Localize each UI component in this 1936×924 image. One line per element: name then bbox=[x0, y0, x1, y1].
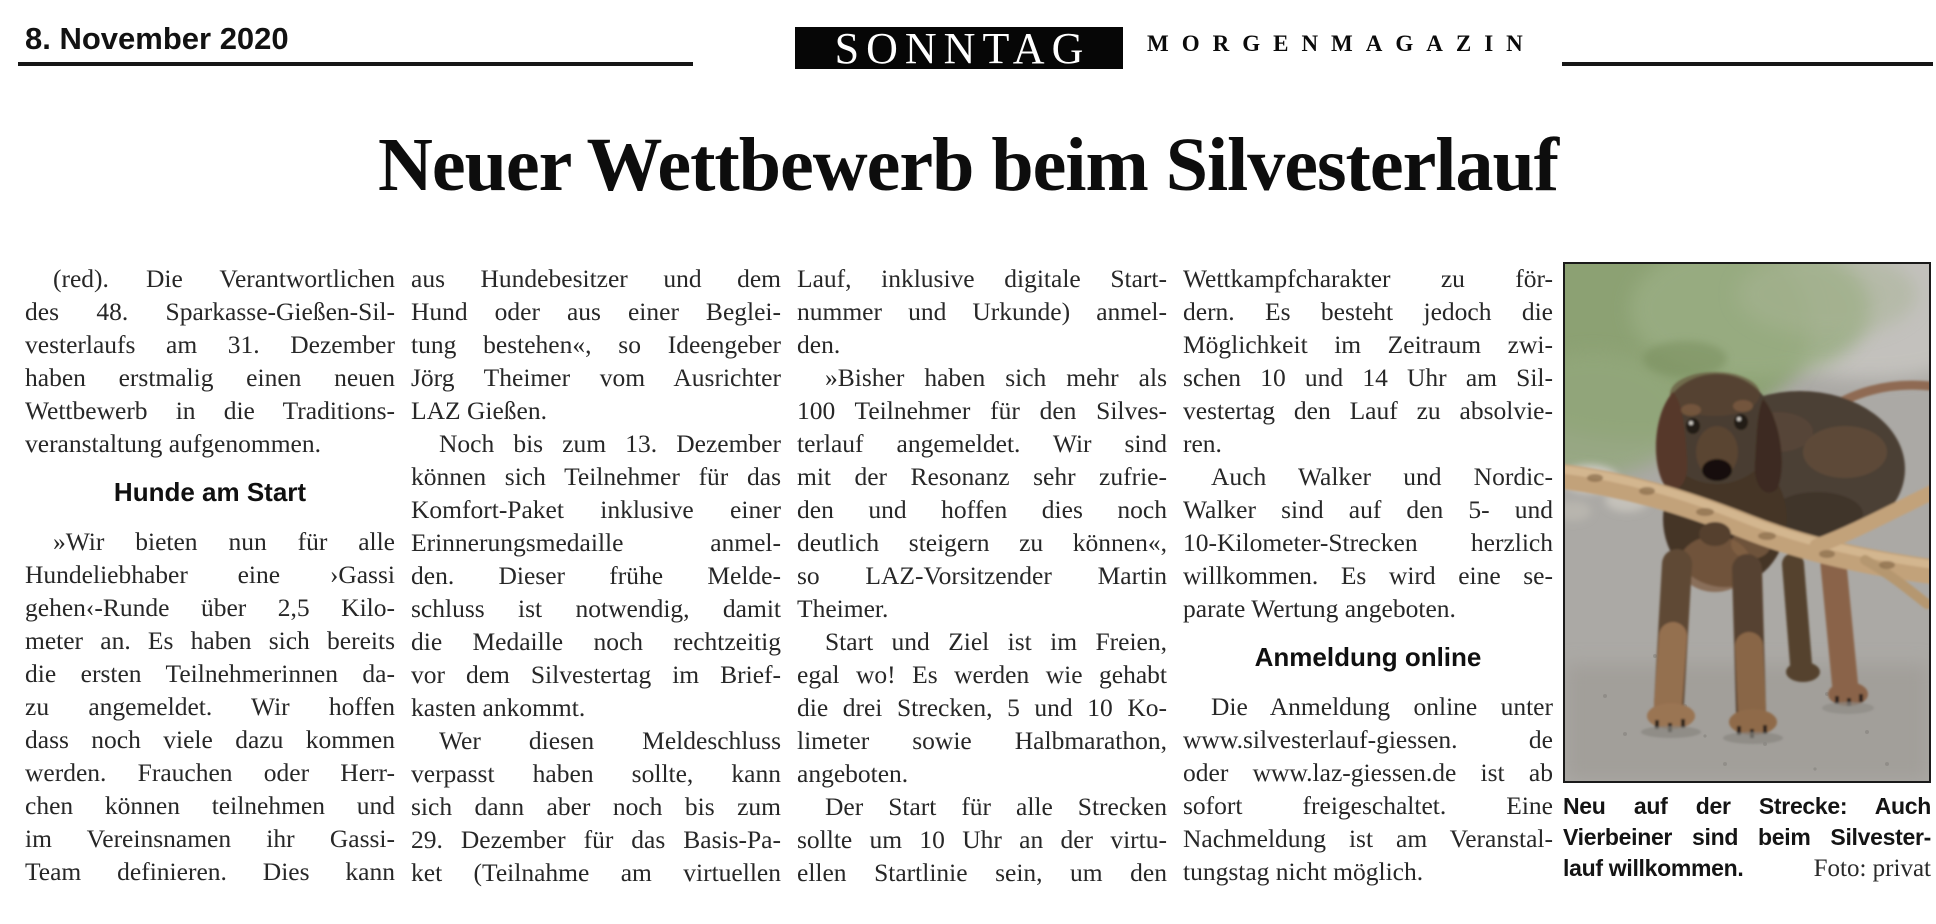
text-line: den und hoffen dies noch bbox=[797, 495, 1167, 524]
photo-caption bbox=[1563, 791, 1931, 884]
text-line: des 48. Sparkasse-Gießen-Sil- bbox=[25, 297, 395, 326]
text-line: vor dem Silvestertag im Brief- bbox=[411, 660, 781, 689]
text-line: Lauf, inklusive digitale Start- bbox=[797, 264, 1167, 293]
text-line: LAZ Gießen. bbox=[411, 396, 547, 425]
text-line: Der Start für alle Strecken bbox=[825, 792, 1167, 821]
text-line: terlauf angemeldet. Wir sind bbox=[797, 429, 1167, 458]
text-line: limeter sowie Halbmarathon, bbox=[797, 726, 1167, 755]
text-line: den. bbox=[797, 330, 841, 359]
text-line: können sich Teilnehmer für das bbox=[411, 462, 781, 491]
paragraph bbox=[1183, 262, 1553, 460]
masthead-sonntag: SONNTAG bbox=[795, 27, 1123, 69]
paragraph bbox=[797, 625, 1167, 790]
photo-credit: Foto: privat bbox=[1813, 855, 1931, 882]
text-column bbox=[25, 262, 395, 889]
paragraph bbox=[25, 262, 395, 460]
header-rule-right bbox=[1562, 62, 1933, 66]
text-line: 100 Teilnehmer für den Silves- bbox=[797, 396, 1167, 425]
text-line: parate Wertung angeboten. bbox=[1183, 594, 1456, 623]
text-line: Die Anmeldung online unter bbox=[1211, 692, 1553, 721]
text-line: Hundeliebhaber eine ›Gassi bbox=[25, 560, 395, 589]
caption-bold-end: lauf willkommen. bbox=[1563, 855, 1744, 881]
caption-line: Vierbeiner sind beim Silvester- bbox=[1563, 824, 1931, 850]
header-rule-left bbox=[18, 62, 693, 66]
paragraph bbox=[25, 525, 395, 888]
text-line: Wettkampfcharakter zu för- bbox=[1183, 264, 1553, 293]
article-columns bbox=[25, 262, 1555, 889]
section-subhead: Anmeldung online bbox=[1254, 642, 1482, 672]
text-line: tungstag nicht möglich. bbox=[1183, 857, 1424, 886]
text-line: ren. bbox=[1183, 429, 1222, 458]
text-line: (red). Die Verantwortlichen bbox=[53, 264, 395, 293]
text-line: den. Dieser frühe Melde- bbox=[411, 561, 781, 590]
text-line: meter an. Es haben sich bereits bbox=[25, 626, 395, 655]
caption-line bbox=[1563, 853, 1931, 884]
paragraph bbox=[1183, 690, 1553, 888]
text-line: www.silvesterlauf-giessen. de bbox=[1183, 725, 1553, 754]
text-line: vestertag den Lauf zu absolvie- bbox=[1183, 396, 1553, 425]
text-line: dass noch viele dazu kommen bbox=[25, 725, 395, 754]
text-line: Auch Walker und Nordic- bbox=[1211, 462, 1553, 491]
text-line: 10-Kilometer-Strecken herzlich bbox=[1183, 528, 1553, 557]
masthead-morgenmagazin: MORGENMAGAZIN bbox=[1147, 31, 1536, 56]
text-line: Komfort-Paket inklusive einer bbox=[411, 495, 781, 524]
text-line: die drei Strecken, 5 und 10 Ko- bbox=[797, 693, 1167, 722]
text-line: zu angemeldet. Wir hoffen bbox=[25, 692, 395, 721]
text-line: ellen Startlinie sein, um den bbox=[797, 858, 1167, 887]
text-line: so LAZ-Vorsitzender Martin bbox=[797, 561, 1167, 590]
text-line: Wettbewerb in die Traditions- bbox=[25, 396, 395, 425]
text-line: schen 10 und 14 Uhr am Sil- bbox=[1183, 363, 1553, 392]
text-line: aus Hundebesitzer und dem bbox=[411, 264, 781, 293]
paragraph bbox=[411, 724, 781, 889]
text-line: schluss ist notwendig, damit bbox=[411, 594, 781, 623]
text-line: Hund oder aus einer Beglei- bbox=[411, 297, 781, 326]
text-line: im Vereinsnamen ihr Gassi- bbox=[25, 824, 395, 853]
text-line: dern. Es besteht jedoch die bbox=[1183, 297, 1553, 326]
text-line: 29. Dezember für das Basis-Pa- bbox=[411, 825, 781, 854]
text-line: willkommen. Es wird eine se- bbox=[1183, 561, 1553, 590]
text-line: Walker sind auf den 5- und bbox=[1183, 495, 1553, 524]
issue-date: 8. November 2020 bbox=[25, 21, 289, 56]
text-line: sofort freigeschaltet. Eine bbox=[1183, 791, 1553, 820]
text-line: sollte um 10 Uhr an der virtu- bbox=[797, 825, 1167, 854]
paragraph bbox=[797, 262, 1167, 361]
text-line: gehen‹-Runde über 2,5 Kilo- bbox=[25, 593, 395, 622]
section-subhead: Hunde am Start bbox=[113, 477, 307, 507]
text-column bbox=[797, 262, 1167, 889]
text-line: nummer und Urkunde) anmel- bbox=[797, 297, 1167, 326]
dog-photo-illustration bbox=[1565, 264, 1929, 781]
text-line: Noch bis zum 13. Dezember bbox=[439, 429, 781, 458]
text-line: die ersten Teilnehmerinnen da- bbox=[25, 659, 395, 688]
text-line: angeboten. bbox=[797, 759, 909, 788]
text-line: Jörg Theimer vom Ausrichter bbox=[411, 363, 781, 392]
text-line: deutlich steigern zu können«, bbox=[797, 528, 1167, 557]
paragraph bbox=[411, 427, 781, 724]
text-line: die Medaille noch rechtzeitig bbox=[411, 627, 781, 656]
caption-line: Neu auf der Strecke: Auch bbox=[1563, 793, 1931, 819]
paragraph bbox=[797, 790, 1167, 889]
text-line: verpasst haben sollte, kann bbox=[411, 759, 781, 788]
paragraph bbox=[411, 262, 781, 427]
text-line: chen können teilnehmen und bbox=[25, 791, 395, 820]
text-line: mit der Resonanz sehr zufrie- bbox=[797, 462, 1167, 491]
text-line: tung bestehen«, so Ideengeber bbox=[411, 330, 781, 359]
article-photo bbox=[1563, 262, 1931, 783]
text-line: sich dann aber noch bis zum bbox=[411, 792, 781, 821]
text-line: Start und Ziel ist im Freien, bbox=[825, 627, 1167, 656]
text-line: werden. Frauchen oder Herr- bbox=[25, 758, 395, 787]
text-column bbox=[411, 262, 781, 889]
text-line: egal wo! Es werden wie gehabt bbox=[797, 660, 1167, 689]
paragraph bbox=[1183, 460, 1553, 625]
text-line: veranstaltung aufgenommen. bbox=[25, 429, 321, 458]
article-headline: Neuer Wettbewerb beim Silvesterlauf bbox=[377, 123, 1559, 207]
text-line: Erinnerungsmedaille anmel- bbox=[411, 528, 781, 557]
text-line: »Wir bieten nun für alle bbox=[53, 527, 395, 556]
paragraph bbox=[797, 361, 1167, 625]
text-line: »Bisher haben sich mehr als bbox=[825, 363, 1167, 392]
text-line: ket (Teilnahme am virtuellen bbox=[411, 858, 781, 887]
text-line: Theimer. bbox=[797, 594, 889, 623]
text-line: Team definieren. Dies kann bbox=[25, 857, 395, 886]
text-line: haben erstmalig einen neuen bbox=[25, 363, 395, 392]
text-line: Möglichkeit im Zeitraum zwi- bbox=[1183, 330, 1553, 359]
text-line: Wer diesen Meldeschluss bbox=[439, 726, 781, 755]
text-line: oder www.laz-giessen.de ist ab bbox=[1183, 758, 1553, 787]
text-line: vesterlaufs am 31. Dezember bbox=[25, 330, 395, 359]
text-line: Nachmeldung ist am Veranstal- bbox=[1183, 824, 1553, 853]
text-line: kasten ankommt. bbox=[411, 693, 586, 722]
text-column bbox=[1183, 262, 1553, 889]
